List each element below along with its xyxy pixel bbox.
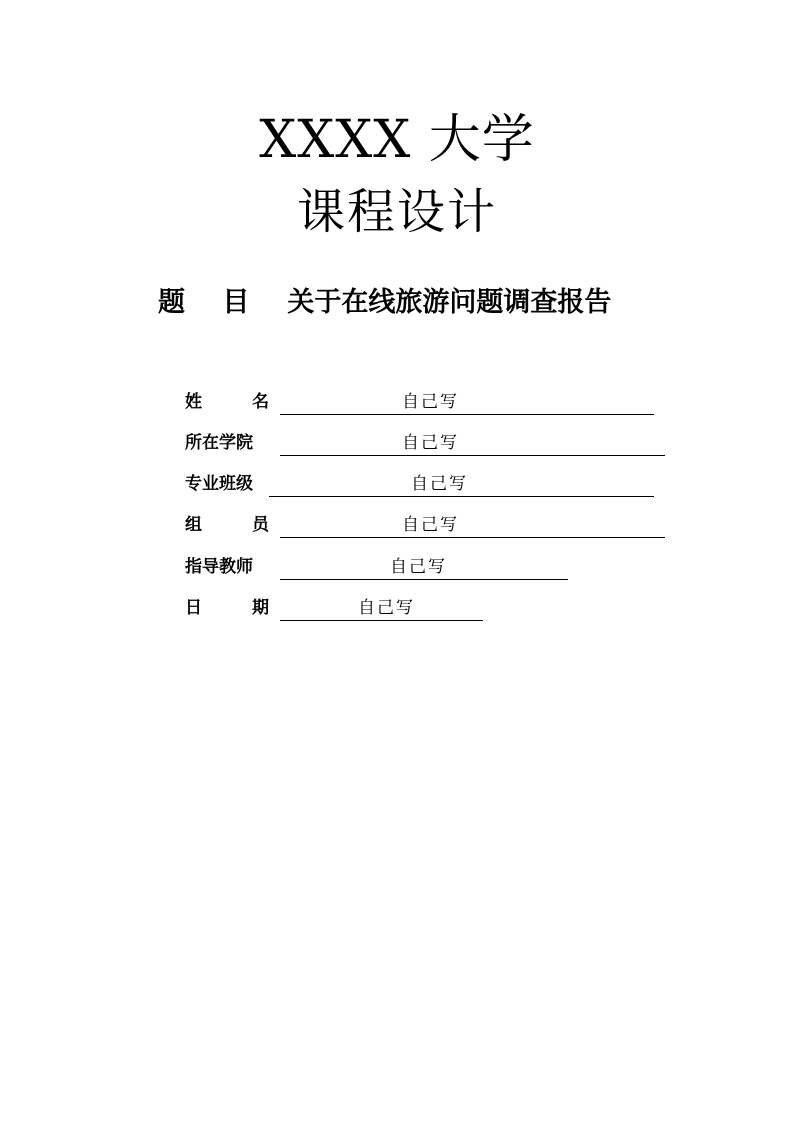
field-group-underline <box>280 537 665 538</box>
university-title: XXXX 大学 <box>259 110 535 170</box>
topic-value: 关于在线旅游问题调查报告 <box>287 287 612 318</box>
field-date-label: 日 期 <box>185 598 269 618</box>
field-name-underline <box>280 414 654 415</box>
field-college-value: 自己写 <box>402 433 459 453</box>
field-class-label: 专业班级 <box>185 474 253 494</box>
document-type-title: 课程设计 <box>296 184 497 240</box>
topic-row <box>158 283 611 323</box>
field-name-label: 姓 名 <box>185 392 269 412</box>
field-class-value: 自己写 <box>411 474 468 494</box>
field-college-label: 所在学院 <box>185 433 253 453</box>
field-name-value: 自己写 <box>402 392 459 412</box>
field-date-value: 自己写 <box>358 598 415 618</box>
topic-label: 题 目 <box>158 287 264 318</box>
field-advisor-label: 指导教师 <box>185 557 253 577</box>
field-college-underline <box>280 455 665 456</box>
field-group-value: 自己写 <box>402 515 459 535</box>
field-advisor-value: 自己写 <box>390 557 447 577</box>
field-group-label: 组 员 <box>185 515 269 535</box>
